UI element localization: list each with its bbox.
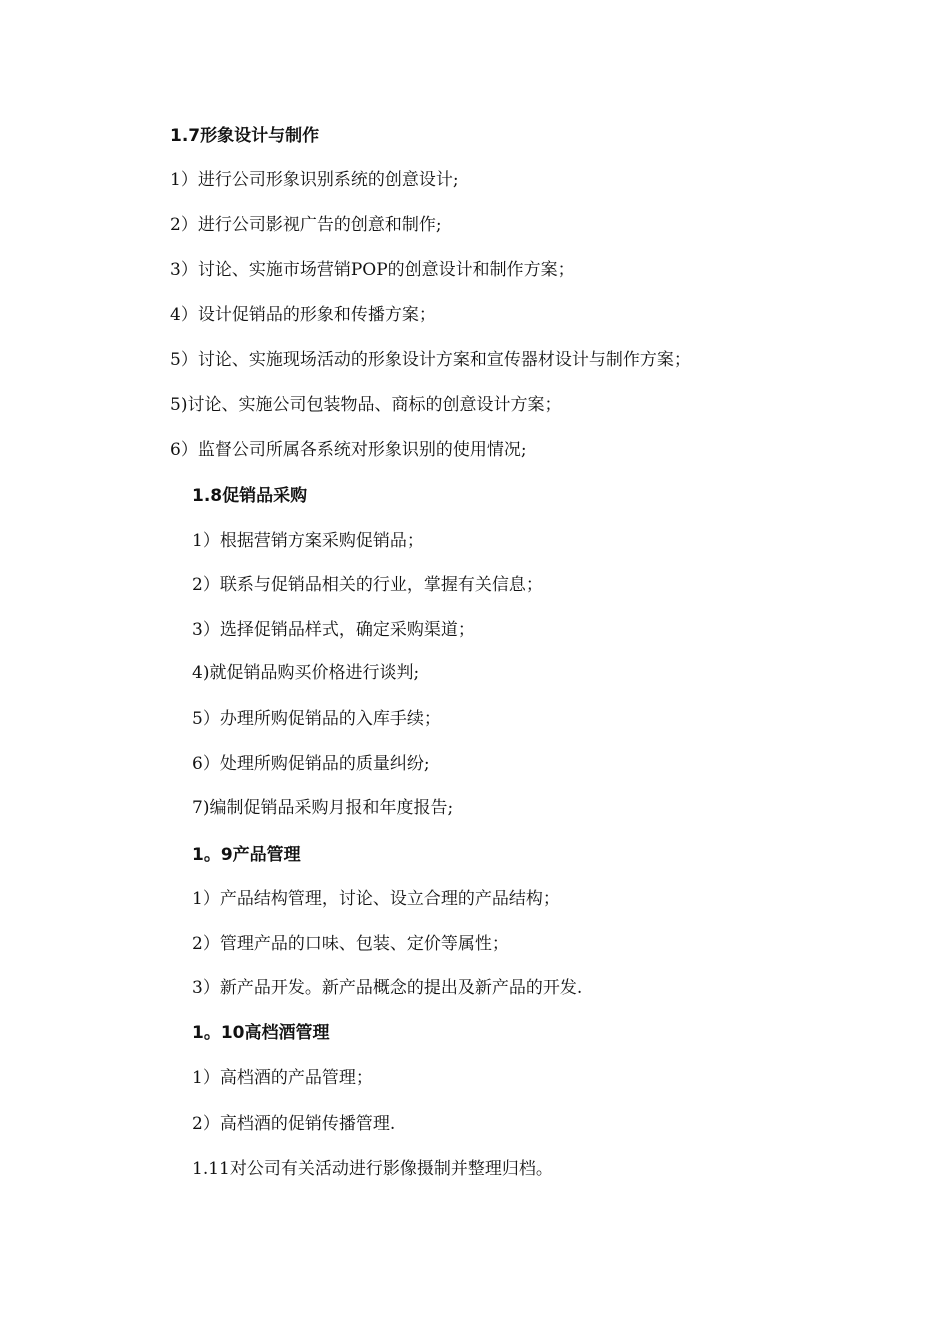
list-item: 1）进行公司形象识别系统的创意设计;	[170, 170, 459, 190]
list-item: 2）联系与促销品相关的行业，掌握有关信息；	[192, 575, 543, 595]
section-heading-1-8: 1.8促销品采购	[192, 486, 308, 506]
list-item: 4)就促销品购买价格进行谈判;	[192, 663, 420, 683]
section-text-1-11: 1.11对公司有关活动进行影像摄制并整理归档。	[192, 1159, 553, 1179]
list-item: 4）设计促销品的形象和传播方案；	[170, 305, 436, 325]
list-item: 3）新产品开发。新产品概念的提出及新产品的开发.	[192, 978, 583, 998]
list-item: 2）进行公司影视广告的创意和制作;	[170, 215, 442, 235]
section-heading-1-7: 1.7形象设计与制作	[170, 126, 320, 146]
section-heading-1-10: 1。10高档酒管理	[192, 1023, 330, 1043]
list-item: 1）根据营销方案采购促销品；	[192, 531, 424, 551]
list-item: 6）处理所购促销品的质量纠纷;	[192, 754, 430, 774]
list-item: 5）讨论、实施现场活动的形象设计方案和宣传器材设计与制作方案；	[170, 350, 691, 370]
list-item: 7)编制促销品采购月报和年度报告;	[192, 798, 454, 818]
list-item: 5）办理所购促销品的入库手续；	[192, 709, 441, 729]
list-item: 2）管理产品的口味、包装、定价等属性；	[192, 934, 509, 954]
list-item: 1）高档酒的产品管理；	[192, 1068, 373, 1088]
list-item: 3）选择促销品样式，确定采购渠道；	[192, 620, 475, 640]
section-heading-1-9: 1。9产品管理	[192, 845, 301, 865]
list-item: 3）讨论、实施市场营销POP的创意设计和制作方案；	[170, 260, 575, 280]
list-item: 5)讨论、实施公司包装物品、商标的创意设计方案；	[170, 395, 562, 415]
list-item: 6）监督公司所属各系统对形象识别的使用情况;	[170, 440, 527, 460]
list-item: 2）高档酒的促销传播管理.	[192, 1114, 396, 1134]
list-item: 1）产品结构管理，讨论、设立合理的产品结构；	[192, 889, 560, 909]
